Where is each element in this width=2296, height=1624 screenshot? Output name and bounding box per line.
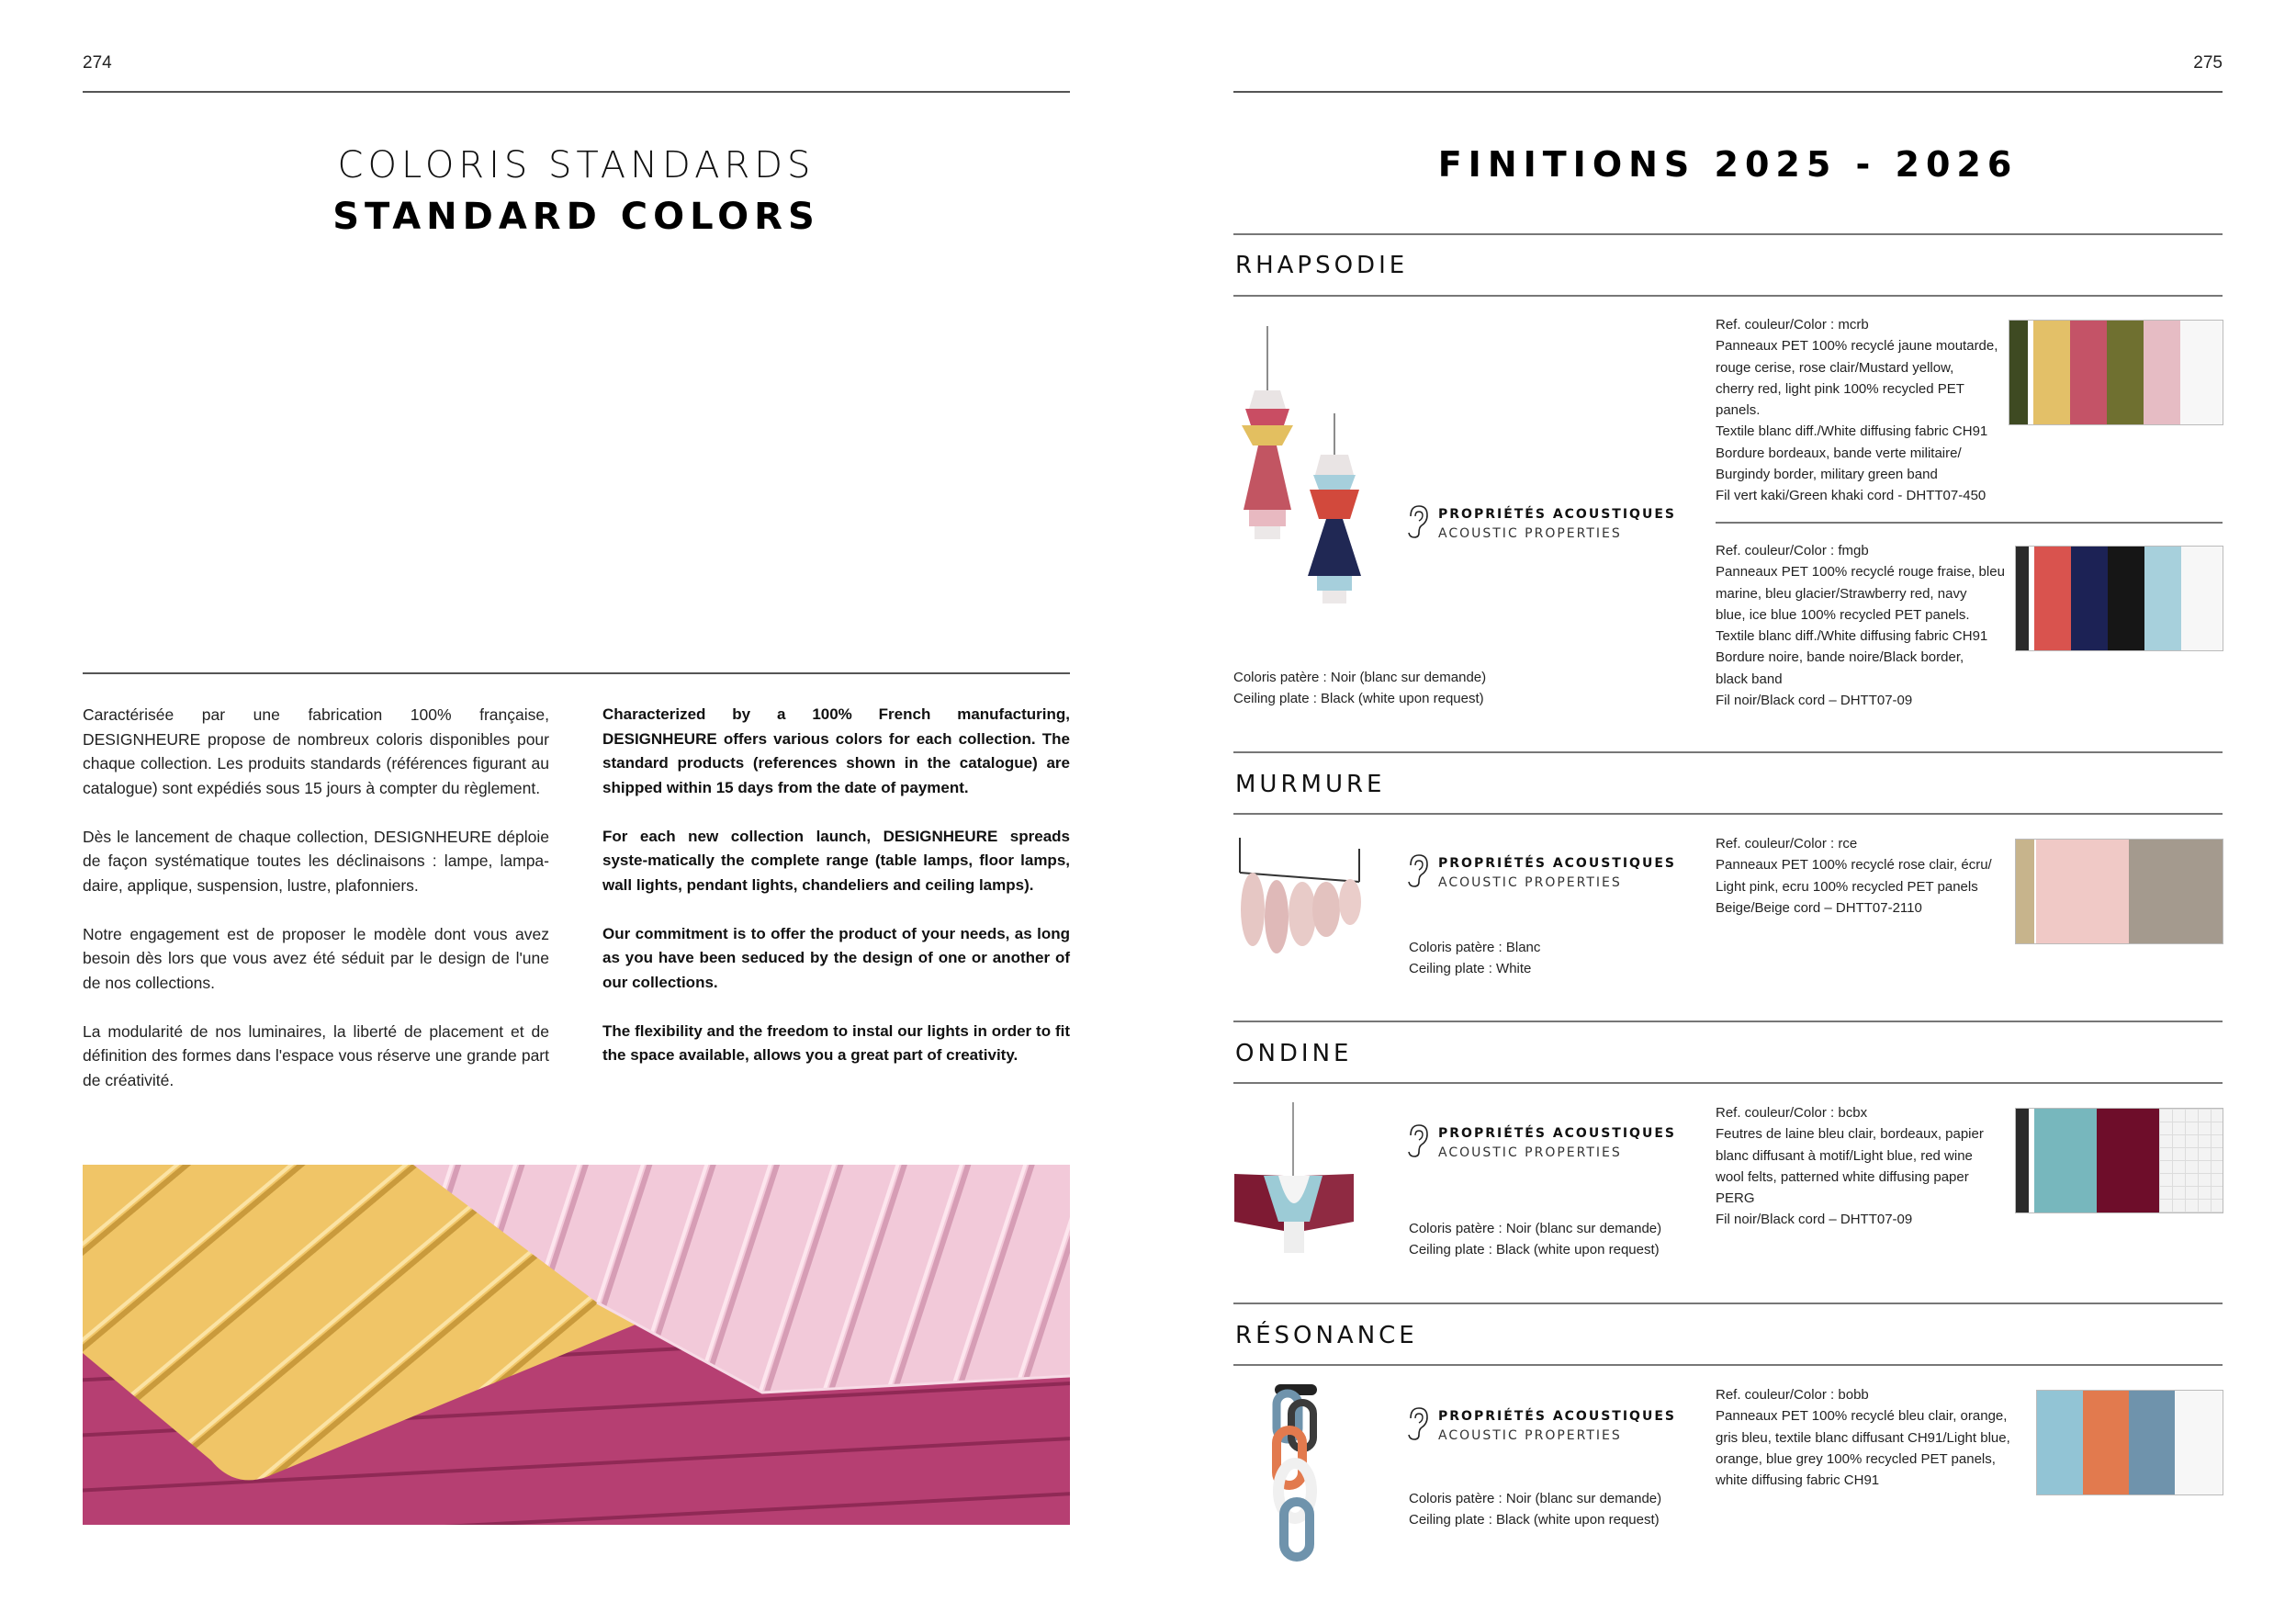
color-ref-line: Ref. couleur/Color : rce — [1716, 836, 1858, 851]
swatch-strip-fmgb — [2015, 546, 2223, 651]
color-swatch — [2083, 1391, 2129, 1494]
color-swatch — [2107, 321, 2144, 424]
color-ref-line: Beige/Beige cord – DHTT07-2110 — [1716, 899, 1922, 916]
plate-fr: Coloris patère : Noir (blanc sur demande) — [1409, 1221, 1662, 1236]
color-swatch — [2097, 1109, 2159, 1212]
page-number-right: 275 — [2193, 53, 2223, 73]
resonance-lamp-image — [1258, 1382, 1341, 1566]
variant-divider — [1716, 522, 2223, 524]
en-paragraph: Characterized by a 100% French manufacturing, DESIGNHEURE offers various colors for each collection. The standard products (references shown in the catalogue) are shipped within 15 days from the date of payment. — [602, 705, 1070, 796]
color-ref-fmgb — [1716, 540, 2009, 711]
color-ref-line: Panneaux PET 100% recyclé jaune moutarde, — [1716, 338, 1998, 355]
fr-paragraph: Caractérisée par une fabrication 100% française, DESIGNHEURE propose de nombreux coloris disponibles pour chaque collection. Les produits standards (références figurant au catalogue) sont expédiés sous 15 jours à compter du règlement. — [83, 705, 549, 797]
fr-paragraph: La modularité de nos luminaires, la liberté de placement et de définition des formes dans l'espace vous réserve une grande part de créativité. — [83, 1021, 549, 1089]
color-swatch — [2071, 547, 2108, 650]
section-title-ondine: ONDINE — [1235, 1040, 1353, 1067]
plate-en: Ceiling plate : Black (white upon request) — [1409, 1512, 1660, 1528]
acoustic-properties-en: ACOUSTIC PROPERTIES — [1438, 875, 1622, 890]
plate-fr: Coloris patère : Noir (blanc sur demande) — [1409, 1491, 1662, 1506]
acoustic-properties-en: ACOUSTIC PROPERTIES — [1438, 526, 1622, 541]
color-swatch — [2070, 321, 2107, 424]
ear-icon — [1405, 503, 1429, 540]
section-divider — [1233, 1364, 2223, 1366]
plate-fr: Coloris patère : Noir (blanc sur demande) — [1233, 670, 1487, 685]
ear-icon — [1405, 852, 1429, 889]
section-divider — [1233, 295, 2223, 297]
swatch-strip-mcrb — [2009, 320, 2223, 425]
plate-en: Ceiling plate : Black (white upon request) — [1409, 1242, 1660, 1257]
color-ref-line: Bordure noire, bande noire/Black border, — [1716, 649, 1964, 666]
acoustic-properties-fr: PROPRIÉTÉS ACOUSTIQUES — [1438, 1409, 1676, 1424]
color-ref-bcbx — [1716, 1102, 2019, 1231]
color-ref-line: Bordure bordeaux, bande verte militaire/ — [1716, 445, 1962, 461]
section-divider — [1233, 1082, 2223, 1084]
color-ref-line: Textile blanc diff./White diffusing fabric CH91 — [1716, 628, 1988, 645]
section-title-murmure: MURMURE — [1235, 771, 1386, 798]
color-swatch — [2144, 547, 2181, 650]
color-swatch — [2144, 321, 2180, 424]
fr-paragraph: Notre engagement est de proposer le modèle dont vous avez besoin dès lors que vous avez été séduit par le design de l'une de nos collections. — [83, 924, 549, 992]
color-ref-line: cherry red, light pink 100% recycled PET — [1716, 380, 1964, 397]
section-title-resonance: RÉSONANCE — [1235, 1322, 1418, 1349]
title-en: STANDARD COLORS — [332, 196, 820, 238]
plate-en: Ceiling plate : Black (white upon request) — [1233, 691, 1484, 706]
color-ref-line: Feutres de laine bleu clair, bordeaux, papier — [1716, 1126, 1984, 1143]
color-ref-line: orange, blue grey 100% recycled PET panels, — [1716, 1450, 1996, 1467]
color-ref-line: Textile blanc diff./White diffusing fabric CH91 — [1716, 423, 1988, 440]
finitions-title: FINITIONS 2025 - 2026 — [1437, 144, 2019, 185]
header-divider-right — [1233, 91, 2223, 93]
en-paragraph: The flexibility and the freedom to instal our lights in order to fit the space available, allows you a great part of creativity. — [602, 1021, 1070, 1064]
acoustic-properties-fr: PROPRIÉTÉS ACOUSTIQUES — [1438, 507, 1676, 522]
color-swatch — [2175, 1391, 2223, 1494]
color-swatch — [2108, 547, 2144, 650]
section-title-rhapsodie: RHAPSODIE — [1235, 252, 1409, 279]
ceiling-plate-info — [1409, 937, 1540, 979]
color-ref-line: panels. — [1716, 402, 1761, 419]
color-ref-line: Fil noir/Black cord – DHTT07-09 — [1716, 693, 1913, 709]
english-text — [602, 703, 1070, 1092]
ceiling-plate-info — [1233, 667, 1486, 709]
color-ref-line: Fil noir/Black cord – DHTT07-09 — [1716, 1212, 1913, 1228]
acoustic-properties-en: ACOUSTIC PROPERTIES — [1438, 1145, 1622, 1160]
page-number-left: 274 — [83, 53, 112, 73]
header-divider-left — [83, 91, 1070, 93]
color-swatch — [2129, 1391, 2175, 1494]
plate-en: Ceiling plate : White — [1409, 961, 1532, 976]
color-swatch — [2016, 840, 2034, 943]
color-ref-line: Ref. couleur/Color : mcrb — [1716, 317, 1869, 333]
section-divider — [1233, 233, 2223, 235]
felt-panels-photo — [83, 1165, 1070, 1525]
section-divider — [1233, 751, 2223, 753]
acoustic-properties-fr: PROPRIÉTÉS ACOUSTIQUES — [1438, 856, 1676, 871]
color-ref-line: Ref. couleur/Color : bobb — [1716, 1387, 1869, 1403]
color-swatch — [2129, 840, 2223, 943]
color-swatch — [2016, 547, 2029, 650]
color-swatch — [2036, 840, 2129, 943]
color-swatch — [2009, 321, 2028, 424]
rhapsodie-lamp-image — [1231, 326, 1378, 620]
en-paragraph: Our commitment is to offer the product of your needs, as long as you have been seduced by the design of one or another of our collections. — [602, 924, 1070, 991]
color-swatch — [2034, 547, 2071, 650]
color-swatch — [2034, 1109, 2097, 1212]
ceiling-plate-info — [1409, 1218, 1661, 1260]
en-paragraph: For each new collection launch, DESIGNHEURE spreads syste-matically the complete range (table lamps, floor lamps, wall lights, pendant lights, chandeliers and ceiling lamps). — [602, 827, 1070, 894]
color-ref-line: wool felts, patterned white diffusing paper — [1716, 1168, 1969, 1185]
color-ref-line: Light pink, ecru 100% recycled PET panels — [1716, 878, 1978, 895]
color-ref-line: Panneaux PET 100% recyclé rose clair, écru/ — [1716, 857, 1992, 874]
color-ref-mcrb — [1716, 314, 2009, 507]
color-ref-line: Ref. couleur/Color : bcbx — [1716, 1105, 1868, 1121]
color-ref-line: white diffusing fabric CH91 — [1716, 1472, 1880, 1489]
ear-icon — [1405, 1122, 1429, 1159]
color-swatch — [2180, 321, 2223, 424]
section-divider — [1233, 1021, 2223, 1022]
color-swatch — [2181, 547, 2223, 650]
color-swatch — [2016, 1109, 2029, 1212]
plate-fr: Coloris patère : Blanc — [1409, 940, 1541, 955]
color-swatch — [2037, 1391, 2083, 1494]
section-divider — [1233, 1303, 2223, 1304]
color-ref-line: Panneaux PET 100% recyclé bleu clair, orange, — [1716, 1408, 2008, 1425]
acoustic-properties-fr: PROPRIÉTÉS ACOUSTIQUES — [1438, 1126, 1676, 1141]
color-swatch — [2159, 1109, 2223, 1212]
swatch-strip-rce — [2015, 839, 2223, 944]
color-ref-line: Ref. couleur/Color : fmgb — [1716, 543, 1869, 558]
color-ref-line: Fil vert kaki/Green khaki cord - DHTT07-450 — [1716, 488, 1986, 504]
swatch-strip-bcbx — [2015, 1108, 2223, 1213]
section-divider — [1233, 813, 2223, 815]
color-ref-line: black band — [1716, 671, 1783, 687]
ondine-lamp-image — [1231, 1102, 1359, 1258]
color-ref-line: PERG — [1716, 1190, 1755, 1207]
murmure-lamp-image — [1231, 836, 1368, 960]
acoustic-properties-en: ACOUSTIC PROPERTIES — [1438, 1428, 1622, 1443]
color-ref-line: Burgindy border, military green band — [1716, 467, 1938, 483]
fr-paragraph: Dès le lancement de chaque collection, DESIGNHEURE déploie de façon systématique toutes les déclinaisons : lampe, lampa-daire, applique, suspension, lustre, plafonniers. — [83, 827, 549, 895]
ear-icon — [1405, 1405, 1429, 1442]
color-ref-line: rouge cerise, rose clair/Mustard yellow, — [1716, 359, 1954, 376]
color-swatch — [2033, 321, 2070, 424]
color-ref-line: marine, bleu glacier/Strawberry red, navy — [1716, 585, 1967, 602]
color-ref-line: gris bleu, textile blanc diffusant CH91/Light blue, — [1716, 1429, 2010, 1446]
swatch-strip-bobb — [2036, 1390, 2223, 1495]
title-fr: COLORIS STANDARDS — [337, 144, 816, 186]
ceiling-plate-info — [1409, 1488, 1661, 1530]
color-ref-line: blue, ice blue 100% recycled PET panels. — [1716, 606, 1970, 623]
color-ref-rce — [1716, 833, 2019, 919]
french-text — [83, 703, 549, 1117]
color-ref-bobb — [1716, 1384, 2037, 1491]
color-ref-line: Panneaux PET 100% recyclé rouge fraise, bleu — [1716, 564, 2005, 581]
text-divider-left — [83, 672, 1070, 674]
color-ref-line: blanc diffusant à motif/Light blue, red wine — [1716, 1147, 1973, 1164]
